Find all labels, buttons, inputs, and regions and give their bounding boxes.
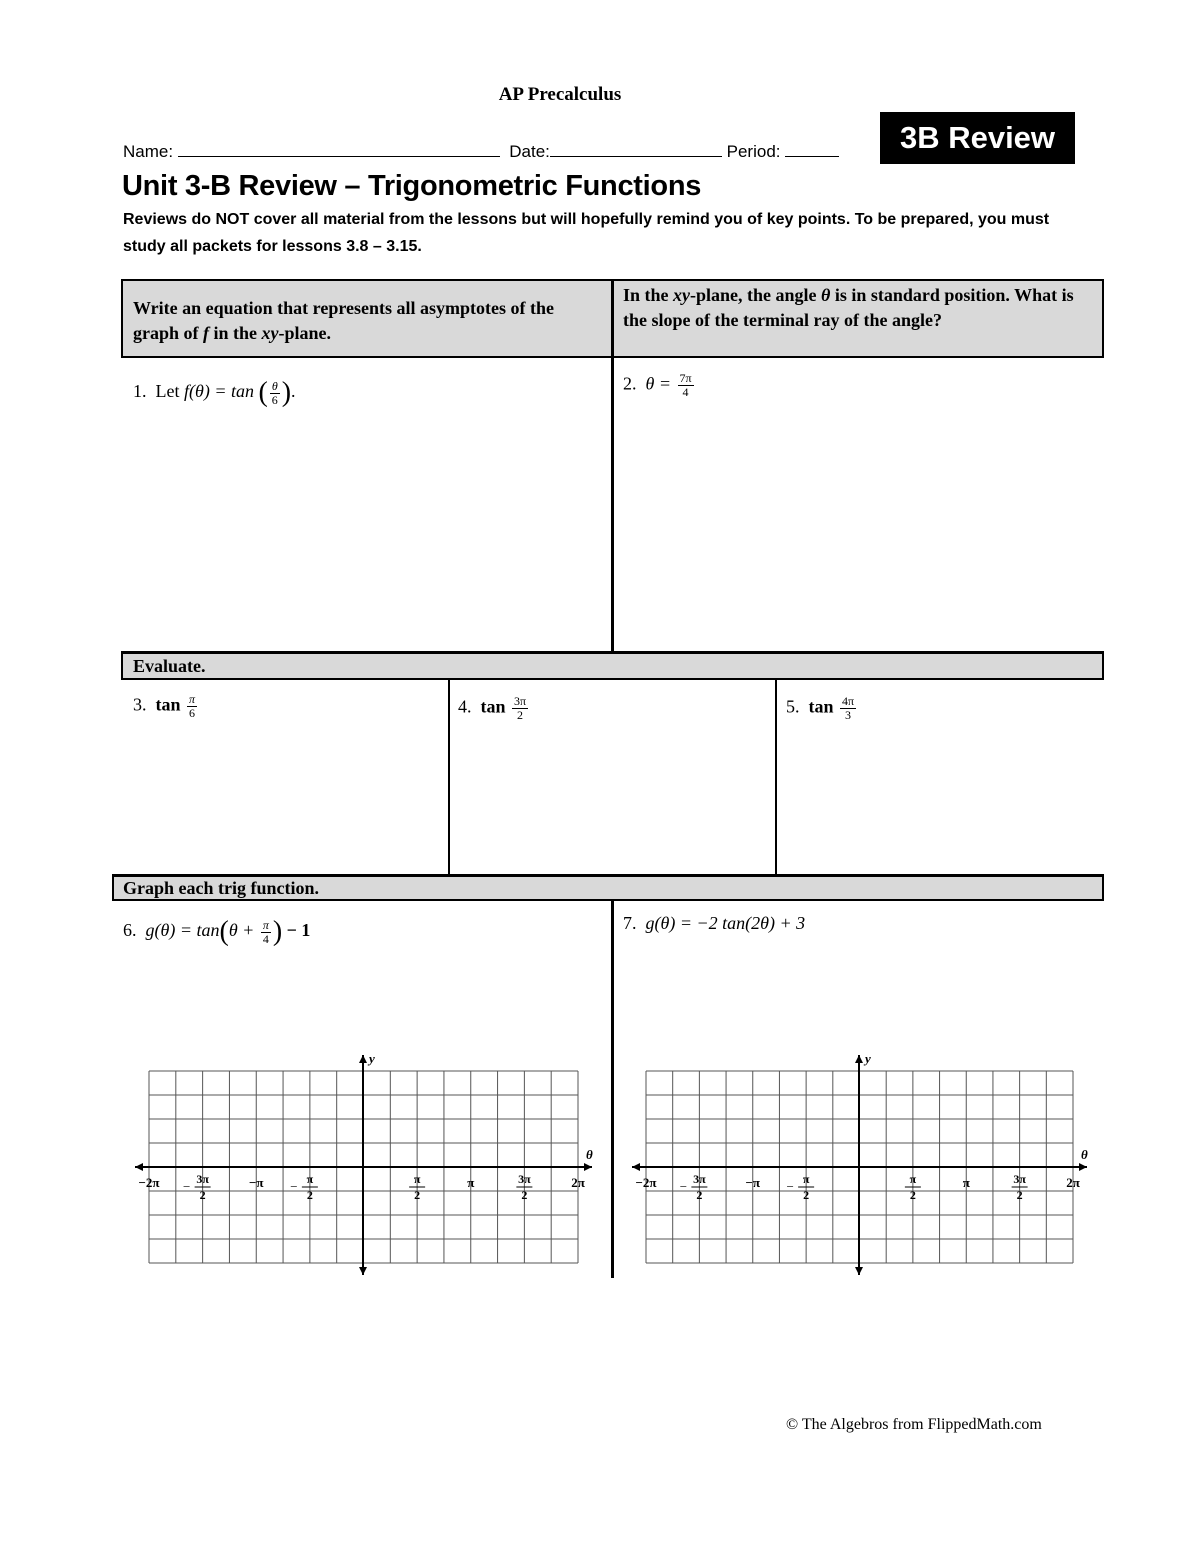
table-border [121,651,123,680]
problem-1: 1. Let f(θ) = tan ( $\frac{\theta}{6}$ ). [133,377,296,408]
tick-label [745,1175,760,1190]
svg-text:2: 2 [696,1188,703,1202]
svg-text:2: 2 [803,1188,810,1202]
copyright-footer: © The Algebros from FlippedMath.com [786,1416,1042,1433]
arrow-down-icon [359,1267,367,1275]
table-border [611,279,614,652]
svg-text:2π: 2π [1066,1175,1080,1190]
asymptote-instructions: Write an equation that represents all asymptotes of the graph of f in the xy-plane. [133,298,554,343]
problem-5: 5. tan $\frac{4\pi}{3}$ [786,694,855,722]
arrow-left-icon [135,1163,143,1171]
x-axis-label: θ [586,1147,593,1162]
tick-label [905,1172,921,1202]
page-title: Unit 3-B Review – Trigonometric Functions [122,170,702,202]
svg-text:π: π [909,1172,917,1186]
y-axis-label: y [369,1051,375,1066]
svg-text:2: 2 [909,1188,916,1202]
svg-text:3π: 3π [518,1172,531,1186]
svg-text:π: π [802,1172,810,1186]
tick-label [635,1175,656,1190]
tick-label [1066,1175,1080,1190]
arrow-right-icon [1079,1163,1087,1171]
svg-text:2: 2 [1016,1188,1023,1202]
table-border [121,678,1104,680]
arrow-up-icon [359,1055,367,1063]
review-badge: 3B Review [880,112,1075,164]
tick-label [571,1175,585,1190]
problem-6: 6. g(θ) = tan(θ + $\frac{\pi}{4}$ ) − 1 [123,916,311,947]
evaluate-header [123,653,1103,679]
arrow-left-icon [632,1163,640,1171]
tick-label [680,1172,708,1202]
svg-text:π: π [306,1172,314,1186]
table-border [1102,874,1104,901]
table-border [121,651,1104,654]
svg-text:2: 2 [521,1188,528,1202]
date-label: Date: [509,142,550,161]
table-border [448,679,450,875]
tick-label [409,1172,425,1202]
name-field[interactable] [178,142,500,157]
svg-text:2: 2 [414,1188,421,1202]
svg-text:π: π [962,1175,970,1190]
svg-text:3π: 3π [693,1172,706,1186]
tick-label [138,1175,159,1190]
y-axis-label: y [865,1051,871,1066]
tick-label [249,1175,264,1190]
svg-text:−π: −π [745,1175,761,1190]
table-border [775,679,777,875]
svg-text:3π: 3π [1013,1172,1026,1186]
period-label: Period: [726,142,781,161]
svg-text:2: 2 [199,1188,206,1202]
x-axis-label: θ [1081,1147,1088,1162]
tick-label [963,1175,970,1190]
svg-text:−π: −π [248,1175,264,1190]
slope-instructions: In the xy-plane, the angle θ is in standard position. What is the slope of the terminal ray of the angle? [623,285,1074,330]
tick-label [516,1172,532,1202]
table-border [611,900,614,1278]
table-border [121,279,123,358]
tick-label [1012,1172,1028,1202]
svg-text:2π: 2π [571,1175,585,1190]
svg-text:−: − [290,1179,298,1194]
tick-label [786,1172,814,1202]
coordinate-grid-problem-6[interactable] [125,1045,605,1280]
table-border [112,874,114,901]
course-title: AP Precalculus [498,84,622,105]
svg-text:−2π: −2π [635,1175,657,1190]
arrow-up-icon [855,1055,863,1063]
name-label: Name: [123,142,174,161]
arrow-down-icon [855,1267,863,1275]
arrow-right-icon [584,1163,592,1171]
svg-text:−2π: −2π [138,1175,160,1190]
svg-text:−: − [786,1179,794,1194]
date-field[interactable] [550,142,722,157]
problem-4: 4. tan $\frac{3\pi}{2}$ [458,694,527,722]
svg-text:π: π [413,1172,421,1186]
table-border [1102,279,1104,358]
problem-2: 2. θ = $\frac{7\pi}{4}$ [623,371,692,399]
svg-text:−: − [679,1179,688,1194]
tick-label [290,1172,318,1202]
tick-label [183,1172,211,1202]
period-field[interactable] [785,142,839,157]
svg-text:2: 2 [306,1188,313,1202]
tick-label [467,1175,474,1190]
coordinate-grid-problem-7[interactable] [622,1045,1102,1280]
svg-text:3π: 3π [196,1172,209,1186]
svg-text:π: π [467,1175,475,1190]
problem-3: 3. tan $\frac{\pi}{6}$ [133,692,196,720]
evaluate-label: Evaluate. [133,656,206,676]
student-info-line [123,142,839,162]
intro-text: Reviews do NOT cover all material from the lessons but will hopefully remind you of key points. To be prepared, you must study all packets for lessons 3.8 – 3.15. [123,211,1050,255]
problem-7: 7. g(θ) = −2 tan(2θ) + 3 [623,913,806,933]
table-border [1102,651,1104,680]
svg-text:−: − [182,1179,191,1194]
graph-label: Graph each trig function. [123,878,319,898]
